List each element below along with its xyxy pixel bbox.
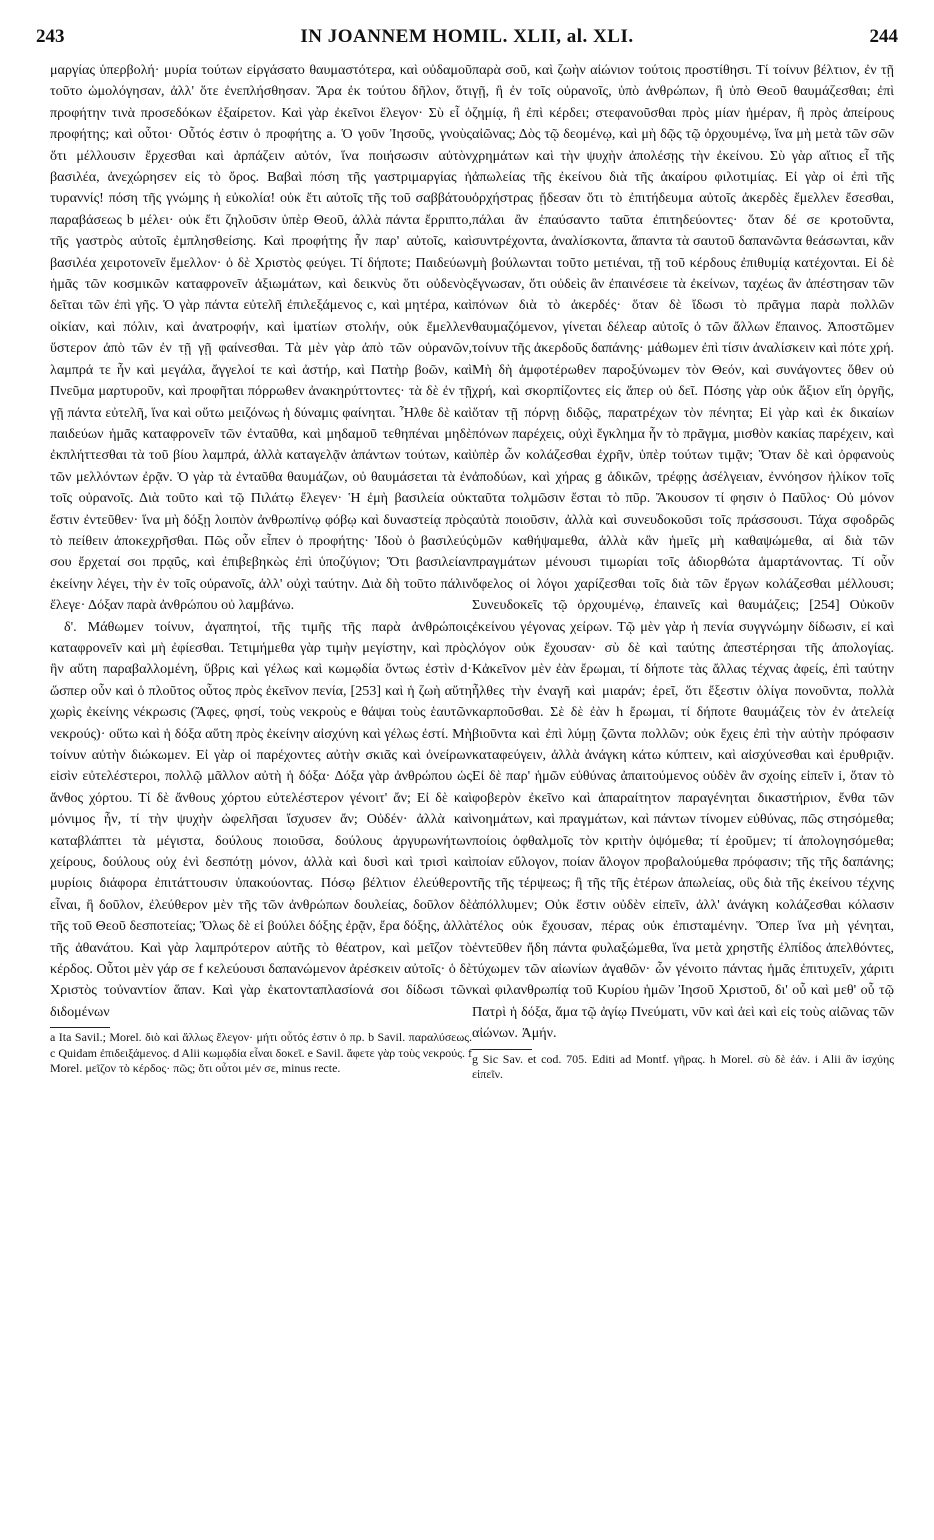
right-column — [472, 60, 894, 1538]
page-number-left: 243 — [36, 26, 65, 47]
left-column — [50, 60, 472, 1538]
running-header — [36, 26, 898, 56]
right-footnotes: g Sic Sav. et cod. 705. Editi ad Montf. γῆρας. h Morel. σὺ δὲ ἐάν. i Alii ἂν ἰσχύης εἰπεῖν. — [472, 1051, 894, 1082]
footnote-rule — [472, 1049, 532, 1050]
running-title: IN JOANNEM HOMIL. XLII, al. XLI. — [300, 26, 634, 47]
footnote-rule — [50, 1027, 110, 1028]
page-number-right: 244 — [869, 26, 898, 47]
left-footnotes: a Ita Savil.; Morel. διὸ καὶ ἄλλως ἔλεγον· μήτι οὗτός ἐστιν ὁ πρ. b Savil. παραλύσεως. c Quidam ἐπιδειξάμενος. d Alii κωμῳδία εἶναι δοκεῖ. e Savil. ἄφετε γὰρ τοὺς νεκρούς. f Morel. μεῖζον τὸ κέρδος· πῶς; ὅτι οὗτοι μέν σε, minus recte. — [50, 1030, 472, 1076]
left-paragraph-1: μαργίας ὑπερβολή· μυρία τούτων εἰργάσατο θαυμαστότερα, καὶ οὐδαμοῦ τοῦτο ὡμολόγησαν, ἀλλ' ὅτε ἐνεπλήσθησαν. Ἄρα ἐκ τούτου δῆλον, ὅτι προφήτην τινὰ προσεδόκων ἐξαίρετον. Καὶ γὰρ ἐκεῖνοι ἔλεγον· Σὺ εἶ ὁ προφήτης; καὶ οὗτοι· Οὗτός ἐστιν ὁ προφήτης a. Ὁ γοῦν Ἰησοῦς, γνοὺς ὅτι μέλλουσιν ἔρχεσθαι καὶ ἁρπάζειν αὐτόν, ἵνα ποιήσωσιν αὐτὸν βασιλέα, ἀνεχώρησεν εἰς τὸ ὄρος. Βαβαὶ πόση τῆς γαστριμαργίας ἡ τυραννίς! πόση τῆς γνώμης ἡ εὐκολία! οὐκ ἔτι αὐτοῖς τῆς τοῦ σαββάτου παραβάσεως b μέλει· οὐκ ἔτι ζηλοῦσιν ὑπὲρ Θεοῦ, ἀλλὰ πάντα ἔρριπτο, τῆς γαστρὸς αὐτοῖς ἐμπλησθείσης. Καὶ προφήτης ἦν παρ' αὐτοῖς, καὶ βασιλέα χειροτονεῖν ἔμελλον· ὁ δὲ Χριστὸς φεύγει. Τί δήποτε; Παιδεύων ἡμᾶς τῶν κοσμικῶν καταφρονεῖν ἀξιωμάτων, καὶ δεικνὺς ὅτι οὐδενὸς δεῖται τῶν ἐπὶ γῆς. Ὁ γὰρ πάντα εὐτελῆ ἐπιλεξάμενος c, καὶ μητέρα, καὶ οἰκίαν, καὶ πόλιν, καὶ ἀνατροφήν, καὶ ἱματίων στολήν, οὐκ ἔμελλεν ὕστερον ἀπὸ τῶν ἐν τῇ γῇ φαίνεσθαι. Τὰ μὲν γὰρ ἀπὸ τῶν οὐρανῶν, λαμπρά τε ἦν καὶ μεγάλα, ἄγγελοί τε καὶ ἀστήρ, καὶ Πατὴρ βοῶν, καὶ Πνεῦμα μαρτυροῦν, καὶ προφῆται πόρρωθεν ἀνακηρύττοντες· τὰ δὲ ἐν τῇ γῇ πάντα εὐτελῆ, ἵνα καὶ οὕτω μειζόνως ἡ δύναμις φαίνηται. Ἦλθε δὲ καὶ παιδεύων ἡμᾶς καταφρονεῖν τῶν ἐνταῦθα, καὶ μηδαμοῦ τεθηπέναι μηδὲ ἐκπλήττεσθαι τὰ τοῦ βίου λαμπρά, ἀλλὰ καταγελᾷν ἁπάντων τούτων, καὶ τῶν μελλόντων ἐρᾷν. Ὁ γὰρ τὰ ἐνταῦθα θαυμάζων, οὐ θαυμάσεται τὰ ἐν τοῖς οὐρανοῖς. Διὰ τοῦτο καὶ τῷ Πιλάτῳ ἔλεγεν· Ἡ ἐμὴ βασιλεία οὐκ ἔστιν ἐντεῦθεν· ἵνα μὴ δόξῃ λοιπὸν ἀνθρωπίνῳ φόβῳ καὶ δυναστείᾳ πρὸς τὸ πείθειν ἀποκεχρῆσθαι. Πῶς οὖν εἶπεν ὁ προφήτης· Ἰδοὺ ὁ βασιλεύς σου ἔρχεταί σοι πρᾳΰς, καὶ ἐπιβεβηκὼς ἐπὶ ὑποζύγιον; Ὅτι βασιλείαν ἐκείνην λέγει, τὴν ἐν τοῖς οὐρανοῖς, ἀλλ' οὐχὶ ταύτην. Διὰ δὴ τοῦτο πάλιν ἔλεγε· Δόξαν παρὰ ἀνθρώπου οὐ λαμβάνω. — [50, 62, 472, 614]
right-paragraph-1: παρὰ σοῦ, καὶ ζωὴν αἰώνιον τούτοις προστίθησι. Τί τοίνυν βέλτιον, ἐν τῇ γῇ, ἢ ἐν τοῖς οὐρανοῖς, ὑπὸ ἀνθρώπων, ἢ ὑπὸ Θεοῦ θαυμάζεσθαι; ἐπὶ ζημίᾳ, ἢ ἐπὶ κέρδει; στεφανοῦσθαι πρὸς μίαν ἡμέραν, ἢ πρὸς ἀπείρους αἰῶνας; Δὸς τῷ δεομένῳ, καὶ μὴ δῷς τῷ ὀρχουμένῳ, ἵνα μὴ μετὰ τῶν σῶν χρημάτων καὶ τὴν ψυχὴν ἀπολέσῃς τὴν ἐκείνου. Σὺ γὰρ αἴτιος εἶ τῆς ἀπωλείας τῆς ἐκείνου διὰ τῆς ἀκαίρου φιλοτιμίας. Εἰ γὰρ οἱ ἐπὶ τῆς ὀρχήστρας ᾔδεσαν ὅτι τὸ ἐπιτήδευμα αὐτοῖς ἀκερδὲς ἔμελλεν ἔσεσθαι, πάλαι ἂν ἐπαύσαντο ταῦτα ἐπιτηδεύοντες· ὅταν δέ σε κροτοῦντα, συντρέχοντα, ἀναλίσκοντα, ἅπαντα τὰ σαυτοῦ δαπανῶντα θεάσωνται, κἂν μὴ βούλωνται τοῦτο μετιέναι, τῇ τοῦ κέρδους ἐπιθυμίᾳ κατέχονται. Εἰ δὲ ἔγνωσαν, ὅτι οὐδεὶς ἂν ἐπαινέσειε τὰ ἐκείνων, ταχέως ἂν ἀπέστησαν τῶν πόνων διὰ τὸ ἀκερδές· ὅταν δὲ ἴδωσι τὸ πρᾶγμα παρὰ πολλῶν θαυμαζόμενον, γίνεται δέλεαρ αὐτοῖς ὁ τῶν ἄλλων ἔπαινος. Ἀποστῶμεν τοίνυν τῆς ἀκερδοῦς δαπάνης· μάθωμεν ἐπὶ τίσιν ἀναλίσκειν καὶ πότε χρή. Μὴ δὴ ἀμφοτέρωθεν παροξύνωμεν τὸν Θεόν, καὶ συνάγοντες ὅθεν οὐ χρή, καὶ σκορπίζοντες εἰς ἅπερ οὐ δεῖ. Πόσης γὰρ οὐκ ἄξιον εἴη ὀργῆς, ὅταν τῇ πόρνῃ διδῷς, παρατρέχων τὸν πένητα; Εἰ γὰρ καὶ ἐκ δικαίων πόνων παρέχεις, οὐχὶ ἔγκλημα ἦν τὸ πρᾶγμα, μισθὸν κακίας παρέχειν, καὶ ὑπὲρ ὧν κολάζεσθαι ἐχρῆν, ὑπὲρ τούτων τιμᾷν; Ὅταν δὲ καὶ ὀρφανοὺς ἀποδύων, καὶ χήρας g ἀδικῶν, τρέφῃς ἀσέλγειαν, ἐννόησον ἡλίκον τοῖς ταῦτα τολμῶσιν ἔσται τὸ πῦρ. Ἄκουσον τί φησιν ὁ Παῦλος· Οὐ μόνον αὐτὰ ποιοῦσιν, ἀλλὰ καὶ συνευδοκοῦσι τοῖς πράσσουσι. Τάχα σφοδρῶς ὑμῶν καθήψαμεθα, ἀλλὰ κἂν ἡμεῖς μὴ καθαψώμεθα, αἱ διὰ τῶν πραγμάτων μένουσι τιμωρίαι τοῖς ἀδιορθώτα ἁμαρτάνοντας. Τί οὖν ὄφελος οἱ λόγοι χαρίζεσθαι τοῖς διὰ τῶν ἔργων κολάζεσθαι μέλλουσι; Συνευδοκεῖς τῷ ὀρχουμένῳ, ἐπαινεῖς καὶ θαυμάζεις; [254] Οὐκοῦν ἐκείνου γέγονας χείρων. Τῷ μὲν γὰρ ἡ πενία συγγνώμην δίδωσιν, εἰ καὶ λόγον οὐκ ἔχουσαν· σὺ δὲ καὶ ταύτης ἀπεστέρησαι τῆς ἀπολογίας. Κἀκεῖνον μὲν ἐὰν ἔρωμαι, τί δήποτε τὰς ἄλλας τέχνας ἀφείς, ἐπὶ ταύτην ἦλθες τὴν ἐναγῆ καὶ μιαράν; ἐρεῖ, ὅτι ἔξεστιν ὀλίγα πονοῦντα, πολλὰ καρποῦσθαι. Σὲ δὲ ἐὰν h ἔρωμαι, τί δήποτε θαυμάζεις τὸν ἐν ἀτελείᾳ βιοῦντα καὶ ἐπὶ λύμῃ ζῶντα πολλῶν; οὐκ ἔχεις ἐπὶ τὴν αὐτὴν πρόφασιν καταφεύγειν, ἀλλὰ ἀνάγκη κάτω κύπτειν, καὶ αἰσχύνεσθαι καὶ ἐρυθριᾷν. Εἰ δὲ παρ' ἡμῶν εὐθύνας ἀπαιτούμενος οὐδὲν ἂν σχοίης εἰπεῖν i, ὅταν τὸ φοβερὸν ἐκεῖνο καὶ ἀπαραίτητον παραγένηται δικαστήριον, ἔνθα τῶν νοημάτων, καὶ πραγμάτων, καὶ πάντων τίνομεν εὐθύνας, πῶς στησόμεθα; ποίοις ὀφθαλμοῖς τὸν κριτὴν ὀψόμεθα; τί ἐροῦμεν; τί ἀπολογησόμεθα; ποίαν εὔλογον, ποίαν ἄλογον προβαλούμεθα πρόφασιν; τῆς τῆς δαπάνης; τῆς τῆς τέρψεως; ἢ τῆς τῆς ἑτέρων ἀπωλείας, οὓς διὰ τῆς ἐκείνου τέχνης ἀπόλλυμεν; Οὐκ ἔστιν οὐδὲν εἰπεῖν, ἀλλ' ἀνάγκη κολάζεσθαι κόλασιν τέλος οὐκ ἔχουσαν, πέρας οὐκ ἐπισταμένην. Ὅπερ ἵνα μὴ γένηται, ἐντεῦθεν ἤδη πάντα φυλαξώμεθα, ἵνα μετὰ χρηστῆς ἐλπίδος ἀπελθόντες, τύχωμεν τῶν αἰωνίων ἀγαθῶν· ὧν γένοιτο πάντας ἡμᾶς ἐπιτυχεῖν, χάριτι καὶ φιλανθρωπίᾳ τοῦ Κυρίου ἡμῶν Ἰησοῦ Χριστοῦ, δι' οὗ καὶ μεθ' οὗ τῷ Πατρὶ ἡ δόξα, ἅμα τῷ ἁγίῳ Πνεύματι, νῦν καὶ ἀεὶ καὶ εἰς τοὺς αἰῶνας τῶν αἰώνων. Ἀμήν. — [472, 62, 894, 1042]
left-paragraph-2: δ'. Μάθωμεν τοίνυν, ἀγαπητοί, τῆς τιμῆς τῆς παρὰ ἀνθρώποις καταφρονεῖν καὶ μὴ ἐφίεσθαι. Τετιμήμεθα γὰρ τιμὴν μεγίστην, καὶ πρὸς ἣν αὕτη παραβαλλομένη, ὕβρις καὶ γέλως καὶ κωμῳδία ὄντως ἐστὶν d· ὥσπερ οὖν καὶ ὁ πλοῦτος οὗτος πρὸς ἐκεῖνον πενία, [253] καὶ ἡ ζωὴ αὕτη χωρὶς ἐκείνης νέκρωσις (Ἄφες, φησί, τοὺς νεκροὺς e θάψαι τοὺς ἑαυτῶν νεκρούς)· οὕτω καὶ ἡ δόξα αὕτη πρὸς ἐκείνην αἰσχύνη καὶ γέλως ἐστί. Μὴ τοίνυν αὐτὴν διώκωμεν. Εἰ γὰρ οἱ παρέχοντες αὐτὴν σκιᾶς καὶ ὀνείρων εἰσὶν εὐτελέστεροι, πολλῷ μᾶλλον αὐτὴ ἡ δόξα· Δόξα γὰρ ἀνθρώπου ὡς ἄνθος χόρτου. Τί δὲ ἄνθους χόρτου εὐτελέστερον γένοιτ' ἄν; Εἰ δὲ καὶ μόνιμος ἦν, τί τὴν ψυχὴν ὠφελῆσαι ἴσχυσεν ἄν; Οὐδέν· ἀλλὰ καὶ καταβλάπτει τὰ μέγιστα, δούλους ποιοῦσα, δούλους ἀργυρωνήτων χείρους, δούλους οὐχ ἑνὶ δεσπότῃ μόνον, ἀλλὰ καὶ δυσὶ καὶ τρισὶ καὶ μυρίοις διάφορα ἐπιτάττουσιν ὑπακούοντας. Πόσῳ βέλτιον ἐλεύθερον εἶναι, ἢ δοῦλον, ἐλεύθερον μὲν τῆς τῶν ἀνθρώπων δουλείας, δοῦλον δὲ τῆς τοῦ Θεοῦ δεσποτείας; Ὅλως δὲ εἰ βούλει δόξης ἐρᾷν, ἔρα δόξης, ἀλλὰ τῆς ἀθανάτου. Καὶ γὰρ λαμπρότερον αὐτῆς τὸ θέατρον, καὶ μεῖζον τὸ κέρδος. Οὗτοι μὲν γάρ σε f κελεύουσι δαπανώμενον ἀρέσκειν αὐτοῖς· ὁ δὲ Χριστὸς τοὐναντίον ἅπαν. Καὶ γὰρ ἑκατονταπλασίονά σοι δίδωσι τῶν διδομένων — [50, 618, 472, 1020]
